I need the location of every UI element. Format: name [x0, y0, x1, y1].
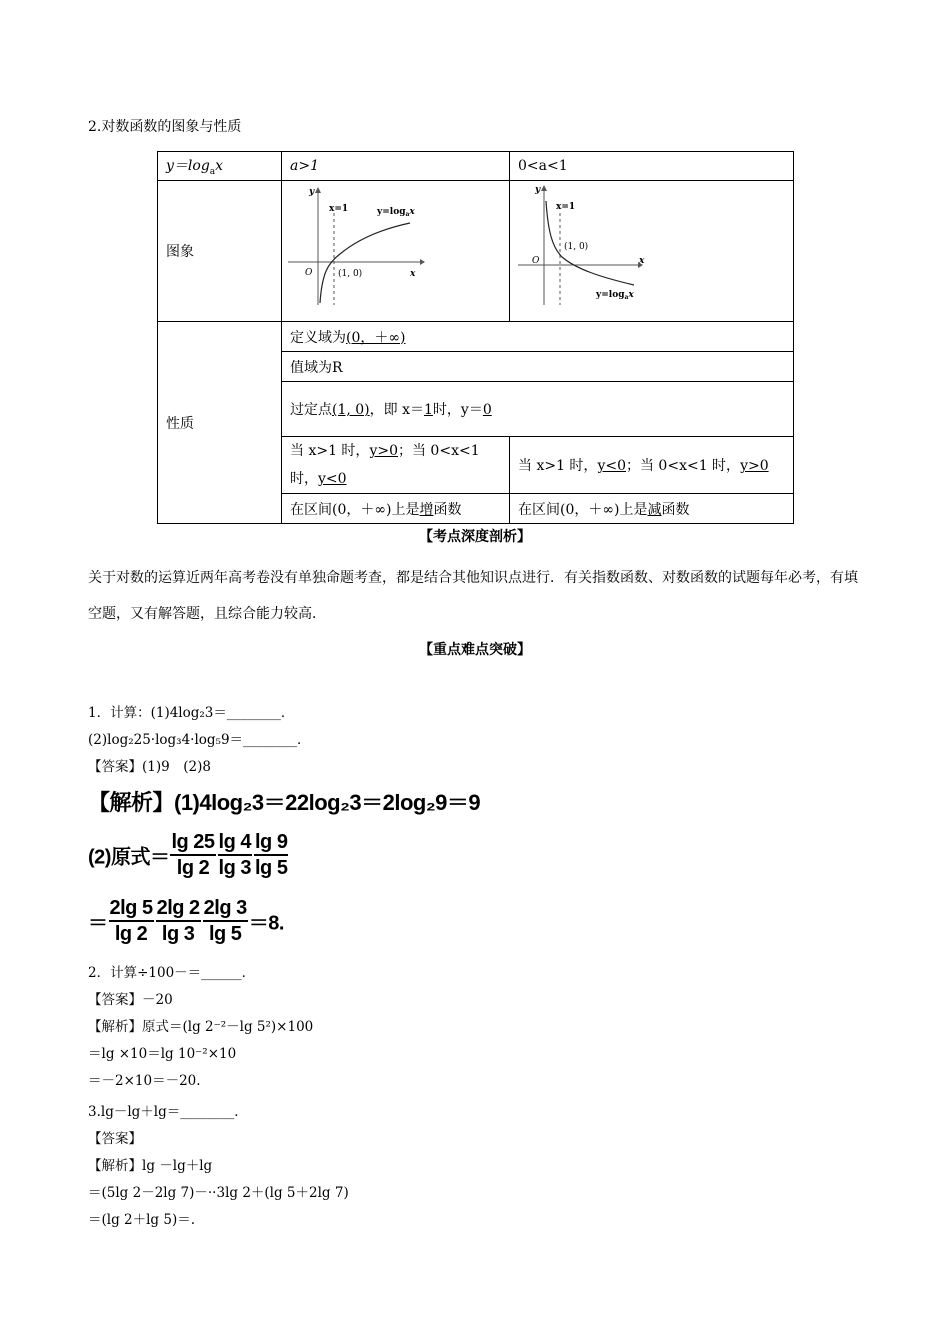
sign-cell-increasing: 当 x>1 时，y>0；当 0<x<1 时，y<0 — [282, 437, 510, 494]
section-heading: 2.对数函数的图象与性质 — [88, 119, 242, 135]
question-3-answer: 【答案】 — [88, 1131, 142, 1147]
fixed-point-label: (1, 0) — [564, 242, 589, 252]
fixed-point-cell: 过定点(1, 0)，即 x＝1时，y＝0 — [282, 382, 794, 437]
question-3-solution-2: ＝(5lg 2－2lg 7)－··3lg 2＋(lg 5＋2lg 7) — [88, 1185, 349, 1201]
fraction: $\frac{2\lg 5}{\lg 2}$ — [109, 897, 153, 945]
header-a-less-1: 0<a<1 — [510, 152, 794, 181]
sign-cell-decreasing: 当 x>1 时，y<0；当 0<x<1 时，y>0 — [510, 437, 794, 494]
question-3-line-1: 3.lg－lg＋lg＝________． — [88, 1104, 248, 1120]
header-a-greater-1: a>1 — [282, 152, 510, 181]
question-3-solution-3: ＝(lg 2＋lg 5)＝. — [88, 1212, 196, 1228]
y-axis-label: y — [535, 185, 541, 195]
domain-cell: 定义域为(0，＋∞) — [282, 322, 794, 352]
graph-increasing — [282, 181, 510, 322]
fraction: $\frac{\lg 9}{\lg 5}$ — [254, 831, 288, 879]
fraction: $\frac{\lg 25}{\lg 2}$ — [171, 831, 215, 879]
question-2-solution-2: ＝lg ×10＝lg 10⁻²×10 — [88, 1046, 237, 1062]
question-1-answer: 【答案】(1)9 (2)8 — [88, 759, 211, 775]
header-function: $y=\log_ax$ — [158, 152, 282, 181]
x-axis-label: x — [410, 269, 416, 279]
question-1-solution-2: (2)原式＝ $\frac{\lg 25}{\lg 2}$ $\frac{\lg 4}{\lg 3}$ $\frac{\lg 9}{\lg 5}$ — [88, 831, 288, 879]
row-label-graph: 图象 — [158, 181, 282, 322]
origin-label: O — [532, 256, 540, 266]
question-2-line-1: 2．计算÷100－＝______． — [88, 965, 256, 981]
monotonic-cell-decreasing: 在区间(0，＋∞)上是减函数 — [510, 494, 794, 524]
asymptote-label: x=1 — [556, 202, 576, 212]
section-title-analysis: 【考点深度剖析】 — [419, 529, 531, 545]
graph-decreasing-svg — [510, 181, 794, 317]
graph-decreasing — [510, 181, 794, 322]
y-axis-label: y — [309, 187, 315, 197]
fraction: $\frac{2\lg 2}{\lg 3}$ — [156, 897, 200, 945]
asymptote-label: x=1 — [329, 204, 349, 214]
fixed-point-label: (1, 0) — [338, 269, 363, 279]
section-title-breakthrough: 【重点难点突破】 — [419, 642, 531, 658]
question-2-answer: 【答案】－20 — [88, 992, 173, 1008]
log-function-table — [157, 151, 794, 524]
question-2-solution-1: 【解析】原式＝(lg 2⁻²－lg 5²)×100 — [88, 1019, 314, 1035]
graph-increasing-svg — [282, 181, 510, 317]
question-2-solution-3: ＝－2×10＝－20. — [88, 1073, 201, 1089]
curve-label: $y=\log_ax$ — [596, 290, 634, 301]
monotonic-cell-increasing: 在区间(0，＋∞)上是增函数 — [282, 494, 510, 524]
row-label-properties: 性质 — [158, 322, 282, 524]
question-3-solution-1: 【解析】lg －lg＋lg — [88, 1158, 213, 1174]
origin-label: O — [305, 268, 313, 278]
range-cell: 值域为R — [282, 352, 794, 382]
fraction: $\frac{\lg 4}{\lg 3}$ — [218, 831, 251, 879]
question-1-line-2: (2)log₂25·log₃4·log₅9＝________． — [88, 732, 311, 748]
fraction: $\frac{2\lg 3}{\lg 5}$ — [203, 897, 247, 945]
question-1-solution-1: 【解析】(1)4log₂3＝22log₂3＝2log₂9＝9 — [88, 790, 481, 815]
curve-label: $y=\log_ax$ — [377, 207, 415, 218]
x-axis-label: x — [639, 256, 645, 266]
analysis-paragraph: 关于对数的运算近两年高考卷没有单独命题考查，都是结合其他知识点进行．有关指数函数、对数函数的试题每年必考，有填空题，又有解答题，且综合能力较高． — [88, 570, 858, 622]
question-1-solution-3: ＝ $\frac{2\lg 5}{\lg 2}$ $\frac{2\lg 2}{\lg 3}$ $\frac{2\lg 3}{\lg 5}$ ＝8. — [88, 897, 284, 945]
question-1-line-1: 1．计算：(1)4log₂3＝________． — [88, 705, 295, 721]
